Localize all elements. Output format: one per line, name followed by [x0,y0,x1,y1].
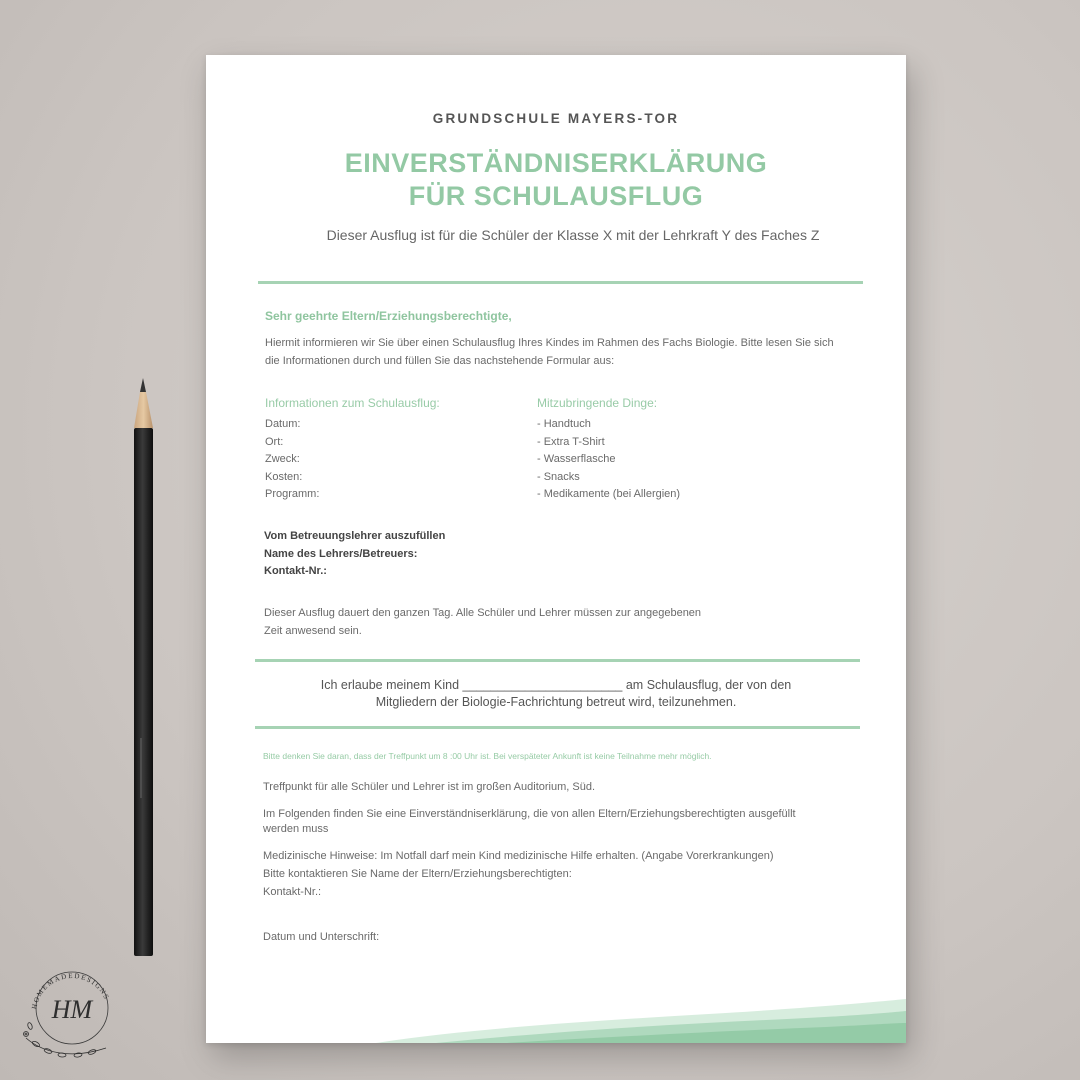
logo-initials: HM [51,995,93,1024]
list-item: - Wasserflasche [537,453,616,466]
consent-statement [246,677,866,711]
list-item: - Snacks [537,470,580,483]
consent-line-1: Ich erlaube meinem Kind _______________________ am Schulausflug, der von den [320,678,792,692]
meeting-point: Treffpunkt für alle Schüler und Lehrer ist im großen Auditorium, Süd. [263,781,595,793]
teacher-name-label: Name des Lehrers/Betreuers: [264,547,418,560]
consent-line-2: Mitgliedern der Biologie-Fachrichtung betreut wird, teilzunehmen. [375,695,737,709]
teacher-section [264,528,445,581]
divider-consent-bottom [255,726,860,729]
field-place-label: Ort: [265,435,284,448]
contact-nr-label: Kontakt-Nr.: [263,886,322,898]
info-fields [265,416,319,504]
list-item: - Handtuch [537,418,591,430]
pencil-icon [130,378,156,958]
logo-text: HOMEMADEDESIGNS [30,971,111,1010]
page-subtitle: Dieser Ausflug ist für die Schüler der Klasse X mit der Lehrkraft Y des Faches Z [326,227,820,243]
reminder-note: Bitte denken Sie daran, dass der Treffpunkt um 8 :00 Uhr ist. Bei verspäteter Ankunft ist keine Teilnahme mehr möglich. [263,751,712,761]
contact-parents-label: Bitte kontaktieren Sie Name der Eltern/Erziehungsberechtigten: [263,868,572,880]
leaf-wreath-icon [24,1022,107,1058]
field-program-label: Programm: [265,488,320,501]
field-date-label: Datum: [265,418,301,430]
list-item: - Medikamente (bei Allergien) [537,488,681,501]
watercolor-decoration [206,993,906,1043]
title-line-2: FÜR SCHULAUSFLUG [408,181,704,211]
teacher-heading: Vom Betreuungslehrer auszufüllen [264,530,446,542]
list-item: - Extra T-Shirt [537,435,605,448]
field-cost-label: Kosten: [265,470,303,483]
consent-form-page [206,55,906,1043]
bring-list [537,416,680,504]
title-line-1: EINVERSTÄNDNISERKLÄRUNG [344,148,768,178]
bring-heading: Mitzubringende Dinge: [537,396,658,410]
info-heading: Informationen zum Schulausflug: [265,396,440,410]
medical-section [263,847,774,901]
divider-top [258,281,863,284]
signature-label: Datum und Unterschrift: [263,931,380,943]
teacher-contact-label: Kontakt-Nr.: [264,565,327,578]
duration-note: Dieser Ausflug dauert den ganzen Tag. Alle Schüler und Lehrer müssen zur angegebenen Zeit anwesend sein. [264,607,702,637]
intro-text: Hiermit informieren wir Sie über einen Schulausflug Ihres Kindes im Rahmen des Fachs Biologie. Bitte lesen Sie sich die Informationen durch und füllen Sie das nachstehende Formular aus: [265,337,834,367]
medical-note: Medizinische Hinweise: Im Notfall darf mein Kind medizinische Hilfe erhalten. (Angabe Vorerkrankungen) [263,850,774,862]
divider-consent-top [255,659,860,662]
following-note: Im Folgenden finden Sie eine Einverständniserklärung, die von allen Eltern/Erziehungsberechtigten ausgefüllt werden muss [263,808,796,835]
school-name: GRUNDSCHULE MAYERS-TOR [432,111,680,126]
page-title [206,147,906,213]
field-purpose-label: Zweck: [265,453,300,466]
greeting: Sehr geehrte Eltern/Erziehungsberechtigte, [265,309,512,323]
brand-logo [14,952,124,1064]
